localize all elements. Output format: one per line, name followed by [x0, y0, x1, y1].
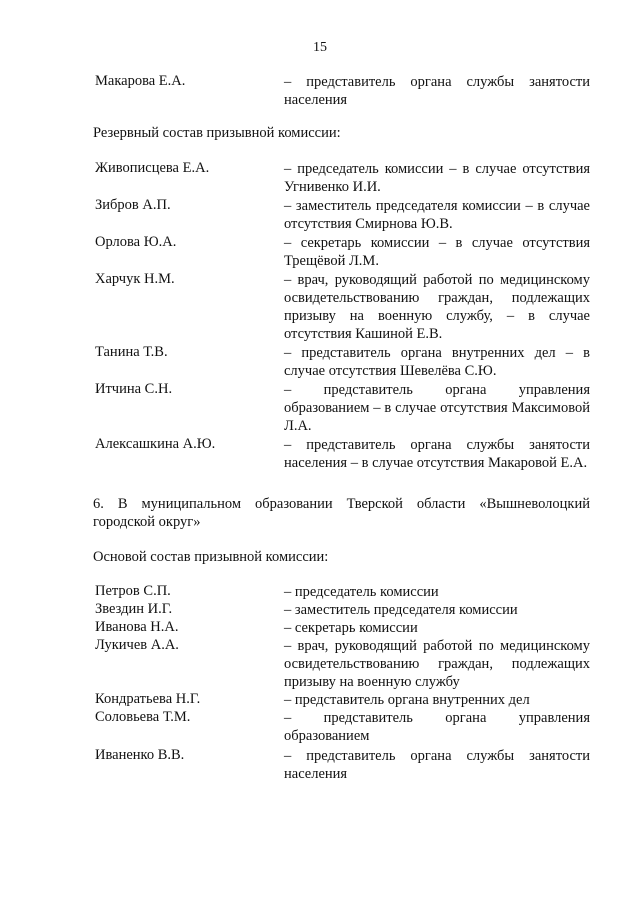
member-row: [0, 709, 640, 745]
member-role: – председатель комиссии: [284, 584, 439, 600]
top-member-list: [0, 73, 640, 109]
member-name: Орлова Ю.А.: [95, 234, 177, 250]
member-name: Звездин И.Г.: [95, 601, 173, 617]
member-role: – председатель комиссии – в случае отсутствия Угнивенко И.И.: [284, 161, 590, 195]
member-row: [0, 619, 640, 637]
member-row: [0, 197, 640, 233]
member-name: Макарова Е.А.: [95, 73, 186, 89]
member-name: Итчина С.Н.: [95, 381, 173, 397]
member-role: – врач, руководящий работой по медицинскому освидетельствованию граждан, подлежащих призыву на военную службу, – в случае отсутствия Кашиной Е.В.: [284, 272, 590, 342]
member-name: Танина Т.В.: [95, 344, 168, 360]
member-row: [0, 271, 640, 343]
member-row: [0, 637, 640, 691]
section-6-title: 6. В муниципальном образовании Тверской области «Вышневолоцкий городской округ»: [93, 496, 590, 530]
member-row: [0, 381, 640, 435]
page-number: 15: [313, 40, 327, 55]
member-row: [0, 583, 640, 601]
member-role: – врач, руководящий работой по медицинскому освидетельствованию граждан, подлежащих призыву на военную службу: [284, 638, 590, 690]
member-role: – представитель органа службы занятости населения – в случае отсутствия Макаровой Е.А.: [284, 437, 590, 471]
member-row: [0, 747, 640, 783]
member-role: – заместитель председателя комиссии: [284, 602, 518, 618]
member-name: Живописцева Е.А.: [95, 160, 210, 176]
member-role: – секретарь комиссии: [284, 620, 418, 636]
member-row: [0, 160, 640, 196]
member-role: – заместитель председателя комиссии – в случае отсутствия Смирнова Ю.В.: [284, 198, 590, 232]
member-name: Иванова Н.А.: [95, 619, 179, 635]
member-name: Лукичев А.А.: [95, 637, 179, 653]
member-row: [0, 691, 640, 709]
reserve-heading: Резервный состав призывной комиссии:: [93, 125, 341, 141]
member-row: [0, 344, 640, 380]
member-role: – представитель органа управления образованием – в случае отсутствия Максимовой Л.А.: [284, 382, 590, 434]
member-role: – представитель органа управления образованием: [284, 710, 590, 744]
member-name: Иваненко В.В.: [95, 747, 185, 763]
member-role: – представитель органа внутренних дел: [284, 692, 530, 708]
member-name: Алексашкина А.Ю.: [95, 436, 216, 452]
member-name: Харчук Н.М.: [95, 271, 175, 287]
member-row: [0, 234, 640, 270]
member-row: [0, 73, 640, 109]
main-member-list: [0, 583, 640, 783]
member-row: [0, 601, 640, 619]
main-heading: Основой состав призывной комиссии:: [93, 549, 329, 565]
reserve-member-list: [0, 160, 640, 472]
member-role: – представитель органа службы занятости населения: [284, 748, 590, 782]
member-role: – секретарь комиссии – в случае отсутствия Трещёвой Л.М.: [284, 235, 590, 269]
member-role: – представитель органа внутренних дел – в случае отсутствия Шевелёва С.Ю.: [284, 345, 590, 379]
member-name: Петров С.П.: [95, 583, 171, 599]
member-name: Кондратьева Н.Г.: [95, 691, 201, 707]
member-name: Соловьева Т.М.: [95, 709, 191, 725]
member-role: – представитель органа службы занятости населения: [284, 74, 590, 108]
member-row: [0, 436, 640, 472]
member-name: Зибров А.П.: [95, 197, 171, 213]
